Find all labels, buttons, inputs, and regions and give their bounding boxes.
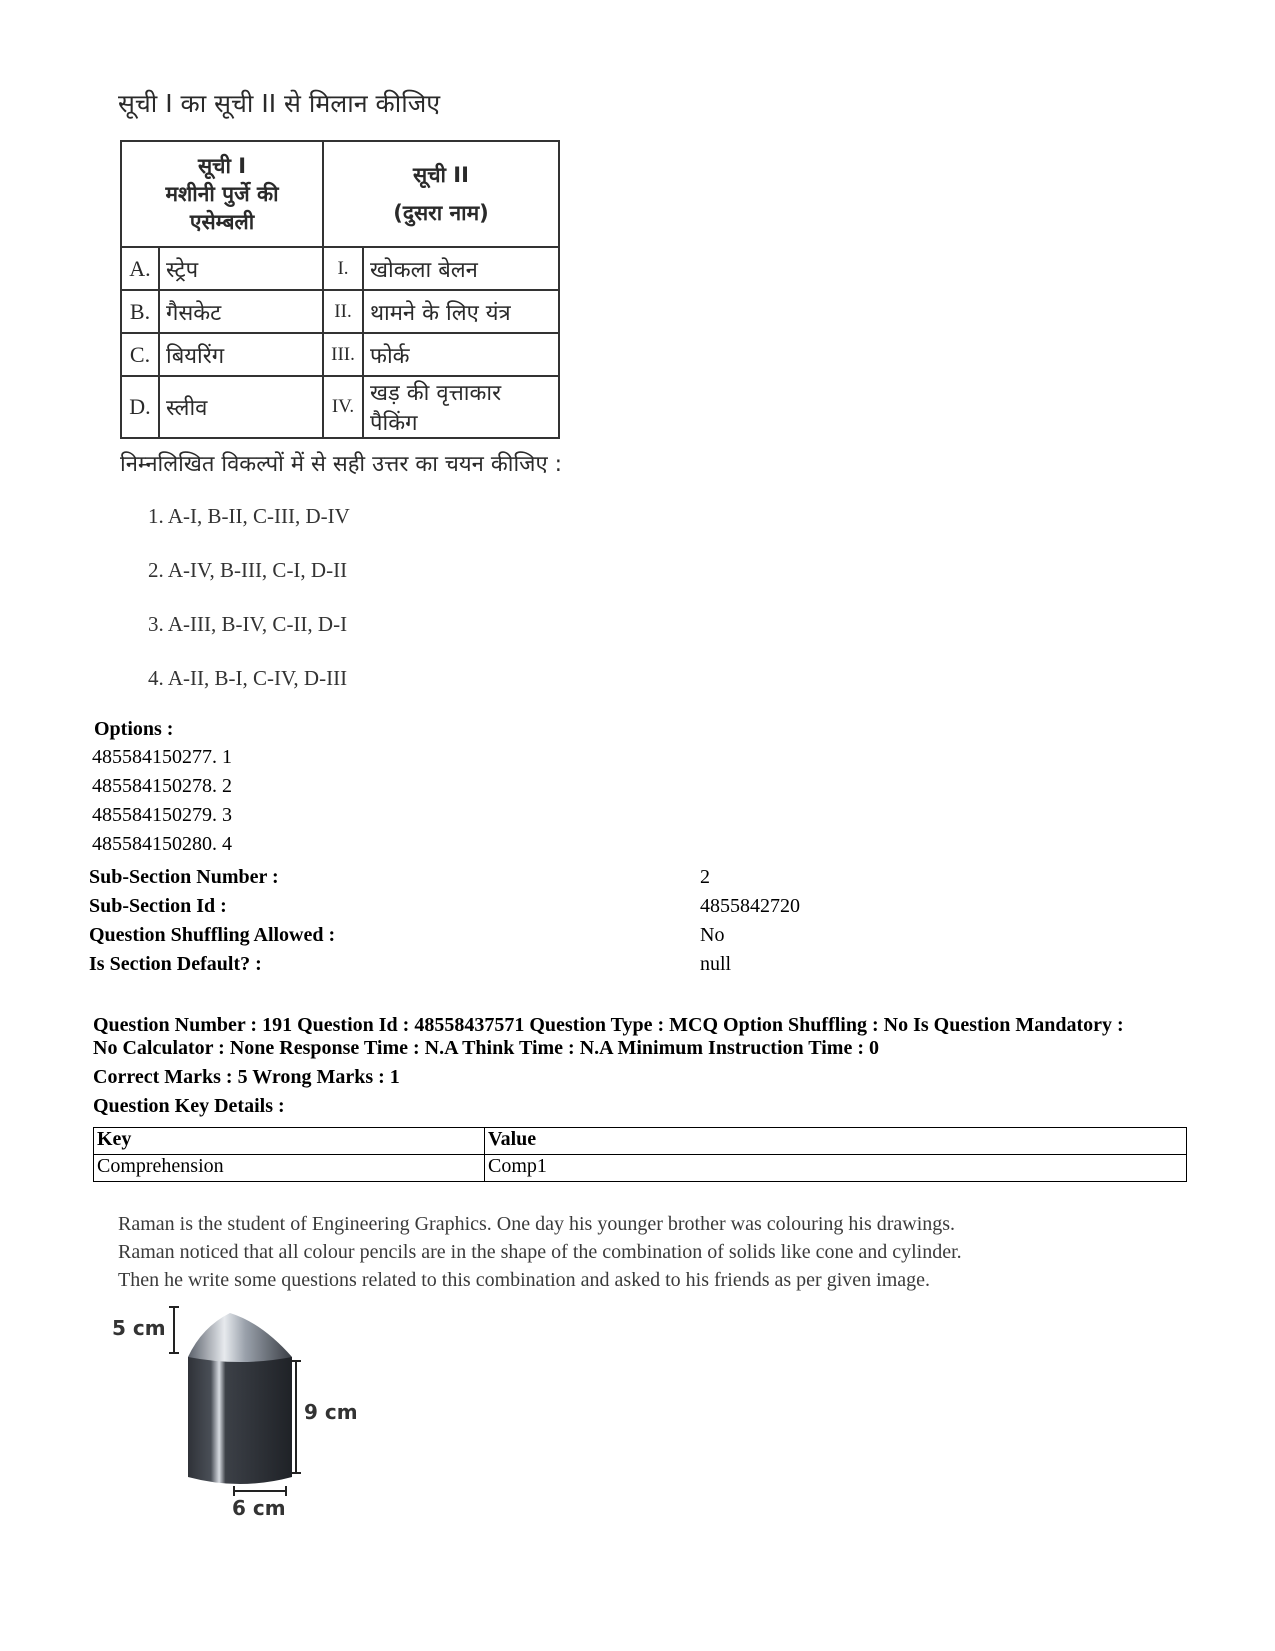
subsection-number-label: Sub-Section Number : xyxy=(89,866,279,888)
question-meta-line-2: No Calculator : None Response Time : N.A Think Time : N.A Minimum Instruction Time : 0 xyxy=(93,1037,879,1059)
match-row xyxy=(121,333,559,376)
match-table-header xyxy=(121,141,559,247)
key-table-header xyxy=(94,1128,1187,1155)
answer-choice: 1. A-I, B-II, C-III, D-IV xyxy=(148,504,350,528)
section-default-label: Is Section Default? : xyxy=(89,953,262,975)
row-letter: C. xyxy=(121,333,159,376)
value-cell: Comp1 xyxy=(485,1155,1187,1182)
row-roman: III. xyxy=(323,333,363,376)
row-name: खोकला बेलन xyxy=(363,247,559,290)
value-header: Value xyxy=(485,1128,1187,1155)
row-letter: B. xyxy=(121,290,159,333)
answer-choice: 4. A-II, B-I, C-IV, D-III xyxy=(148,666,348,690)
match-table xyxy=(120,140,560,439)
passage-line: Then he write some questions related to this combination and asked to his friends as per given image. xyxy=(118,1269,931,1291)
subsection-number-value: 2 xyxy=(700,866,710,888)
list-two-subtitle: (दुसरा नाम) xyxy=(393,201,489,225)
marks-line: Correct Marks : 5 Wrong Marks : 1 xyxy=(93,1066,400,1088)
subsection-id-label: Sub-Section Id : xyxy=(89,895,227,917)
row-item: स्लीव xyxy=(159,376,323,438)
cone-height-label: 5 cm xyxy=(112,1316,166,1340)
passage-line: Raman is the student of Engineering Graphics. One day his younger brother was colouring his drawings. xyxy=(118,1213,956,1235)
question-shuffling-value: No xyxy=(700,924,725,946)
answer-choice: 2. A-IV, B-III, C-I, D-II xyxy=(148,558,348,582)
key-value-table xyxy=(93,1127,1187,1182)
list-one-subtitle: मशीनी पुर्जे की xyxy=(165,182,279,206)
diameter-label: 6 cm xyxy=(232,1496,286,1520)
options-heading: Options : xyxy=(94,718,174,740)
question-instruction: निम्नलिखित विकल्पों में से सही उत्तर का चयन कीजिए : xyxy=(120,452,563,477)
match-row xyxy=(121,247,559,290)
table-row xyxy=(94,1155,1187,1182)
cylinder-body xyxy=(188,1357,292,1484)
key-cell: Comprehension xyxy=(94,1155,485,1182)
row-roman: IV. xyxy=(323,376,363,438)
comprehension-passage xyxy=(118,1210,1118,1294)
option-item: 485584150279. 3 xyxy=(92,804,232,826)
row-item: स्ट्रेप xyxy=(159,247,323,290)
row-roman: I. xyxy=(323,247,363,290)
key-details-heading: Question Key Details : xyxy=(93,1095,285,1117)
list-one-header xyxy=(121,141,323,247)
pencil-figure xyxy=(112,1305,412,1520)
match-row xyxy=(121,290,559,333)
list-one-title: सूची I xyxy=(197,154,247,178)
row-name: खड़ की वृत्ताकार पैकिंग xyxy=(363,376,559,438)
row-name: फोर्क xyxy=(363,333,559,376)
question-shuffling-label: Question Shuffling Allowed : xyxy=(89,924,336,946)
answer-choice: 3. A-III, B-IV, C-II, D-I xyxy=(148,612,348,636)
subsection-id-value: 4855842720 xyxy=(700,895,800,917)
list-one-subtitle-2: एसेम्बली xyxy=(189,210,255,234)
option-item: 485584150277. 1 xyxy=(92,746,232,768)
row-letter: A. xyxy=(121,247,159,290)
question-meta-line-1: Question Number : 191 Question Id : 48558437571 Question Type : MCQ Option Shuffling : No Is Question Mandatory : xyxy=(93,1014,1124,1036)
list-two-header xyxy=(323,141,559,247)
passage-line: Raman noticed that all colour pencils are in the shape of the combination of solids like cone and cylinder. xyxy=(118,1241,962,1263)
row-letter: D. xyxy=(121,376,159,438)
row-name: थामने के लिए यंत्र xyxy=(363,290,559,333)
section-default-value: null xyxy=(700,953,732,975)
cone-top xyxy=(188,1313,292,1362)
option-item: 485584150280. 4 xyxy=(92,833,232,855)
key-header: Key xyxy=(94,1128,485,1155)
match-row xyxy=(121,376,559,438)
list-two-title: सूची II xyxy=(413,163,469,187)
row-item: बियरिंग xyxy=(159,333,323,376)
row-roman: II. xyxy=(323,290,363,333)
row-item: गैसकेट xyxy=(159,290,323,333)
cylinder-height-label: 9 cm xyxy=(304,1400,358,1424)
option-item: 485584150278. 2 xyxy=(92,775,232,797)
question-title: सूची I का सूची II से मिलान कीजिए xyxy=(118,89,441,118)
